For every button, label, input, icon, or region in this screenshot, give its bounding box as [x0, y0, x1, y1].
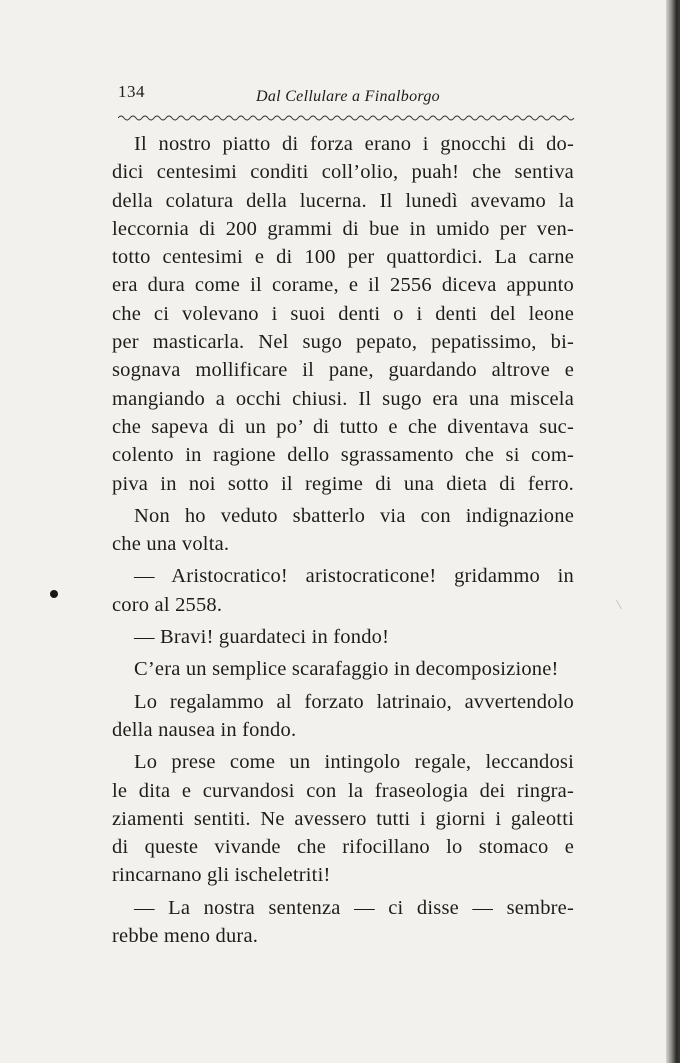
text-line: di queste vivande che rifocillano lo stomaco e: [112, 836, 574, 859]
text-line: che una volta.: [112, 533, 230, 556]
ink-dot: [50, 590, 58, 598]
text-line: le dita e curvandosi con la fraseologia dei ringra-: [112, 779, 574, 802]
text-line: della nausea in fondo.: [112, 718, 297, 741]
text-line: — Aristocratico! aristocraticone! gridammo in: [134, 565, 574, 588]
text-line: coro al 2558.: [112, 593, 223, 616]
text-line: rincarnano gli ischeletriti!: [112, 864, 331, 887]
binding-edge: [666, 0, 680, 1063]
text-line: colento in ragione dello sgrassamento che si com-: [112, 444, 574, 467]
header-ornament-rule: [118, 113, 578, 123]
running-title: Dal Cellulare a Finalborgo: [256, 88, 440, 105]
text-line: Il nostro piatto di forza erano i gnocchi di do-: [134, 133, 574, 155]
text-line: che sapeva di un po’ di tutto e che diventava suc-: [112, 415, 574, 438]
body-text: [112, 130, 574, 950]
page-number: 134: [118, 82, 145, 101]
text-line: C’era un semplice scarafaggio in decomposizione!: [134, 658, 559, 681]
text-line: totto centesimi e di 100 per quattordici. La carne: [112, 246, 574, 269]
text-line: dici centesimi conditi coll’olio, puah! che sentiva: [112, 161, 574, 184]
paper-mark: [616, 597, 627, 609]
text-line: era dura come il corame, e il 2556 diceva appunto: [112, 274, 574, 297]
text-line: — La nostra sentenza — ci disse — sembre-: [134, 896, 574, 919]
text-line: che ci volevano i suoi denti o i denti del leone: [112, 302, 574, 325]
text-line: per masticarla. Nel sugo pepato, pepatissimo, bi-: [112, 331, 574, 354]
text-line: mangiando a occhi chiusi. Il sugo era una miscela: [112, 387, 574, 410]
text-line: ziamenti sentiti. Ne avessero tutti i giorni i galeotti: [112, 807, 574, 830]
text-line: Lo prese come un intingolo regale, leccandosi: [134, 751, 574, 774]
text-line: leccornia di 200 grammi di bue in umido per ven-: [112, 217, 574, 240]
text-line: Non ho veduto sbatterlo via con indignazione: [134, 504, 574, 527]
text-line: Lo regalammo al forzato latrinaio, avvertendolo: [134, 690, 574, 713]
text-line: — Bravi! guardateci in fondo!: [134, 626, 390, 649]
text-line: rebbe meno dura.: [112, 925, 259, 948]
text-line: piva in noi sotto il regime di una dieta di ferro.: [112, 472, 574, 495]
text-line: della colatura della lucerna. Il lunedì avevamo la: [112, 189, 574, 212]
text-line: sognava mollificare il pane, guardando altrove e: [112, 359, 574, 382]
page-header: [118, 82, 578, 112]
